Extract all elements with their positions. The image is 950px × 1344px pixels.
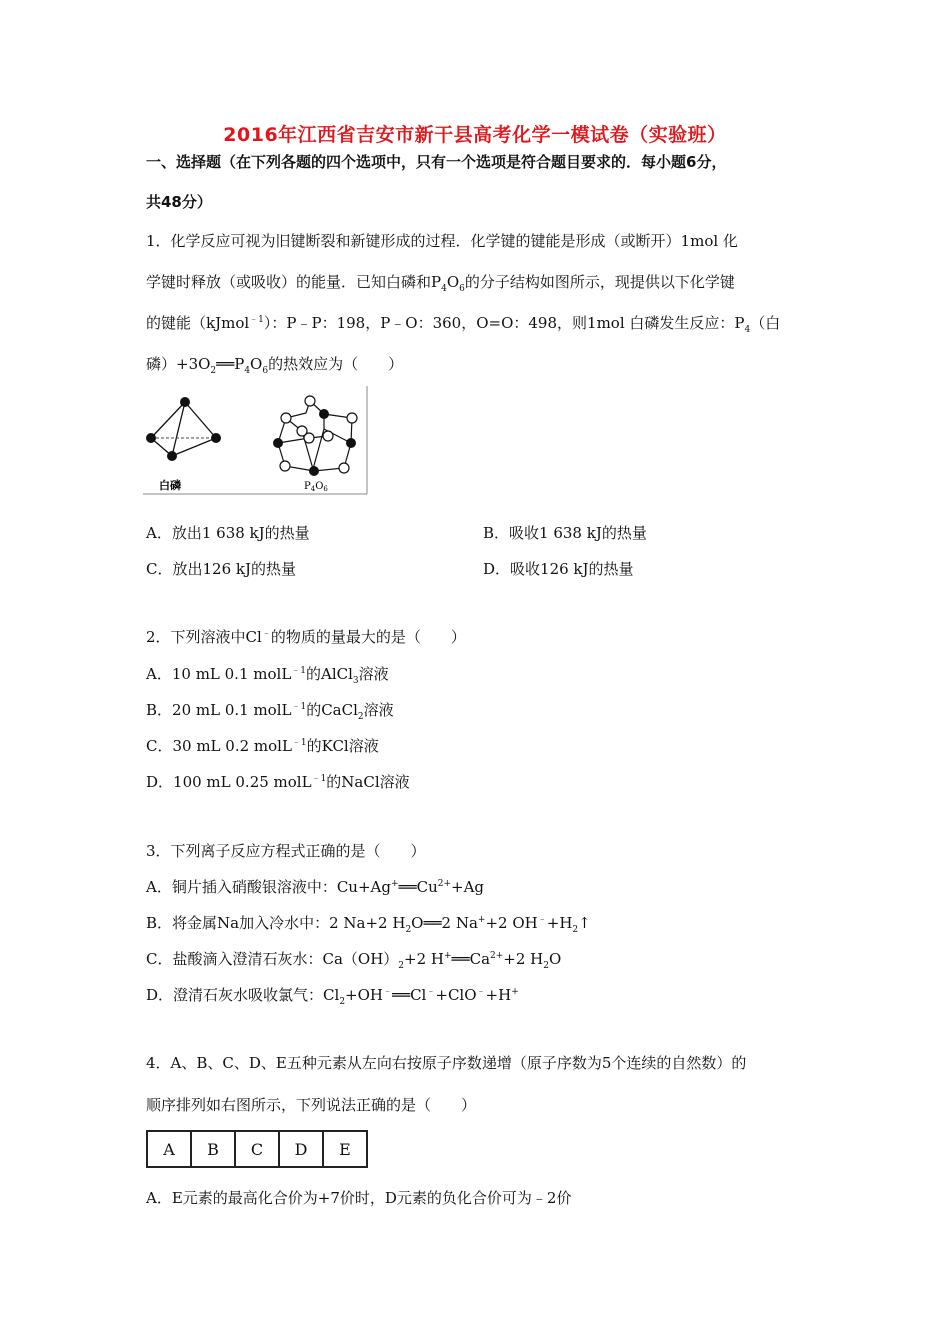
- q1-sub: 4: [744, 325, 751, 335]
- q3-sup: +: [511, 987, 519, 997]
- q2-sub: 2: [357, 712, 364, 722]
- q1-sub: 6: [262, 366, 269, 376]
- table-row: [147, 1131, 367, 1167]
- table-cell: C: [235, 1131, 279, 1167]
- q2-text: 2．下列溶液中Cl: [146, 628, 262, 646]
- p4o6-diagram: [273, 396, 357, 493]
- section-header-line2: 共48分）: [146, 193, 212, 211]
- q1-text: 磷）+3O: [146, 355, 211, 373]
- q3-text: ══Cl: [392, 986, 427, 1004]
- q2-stem: [146, 626, 466, 647]
- q2-text: B．20 mL 0.1 molL: [146, 701, 292, 719]
- q3-text: O: [549, 950, 562, 968]
- q2-option-d[interactable]: [146, 771, 410, 792]
- q4-stem-line1: 4．A、B、C、D、E五种元素从左向右按原子序数递增（原子序数为5个连续的自然数）的: [146, 1054, 747, 1072]
- q3-sup: ﹣: [426, 987, 436, 997]
- q2-text: A．10 mL 0.1 molL: [146, 665, 292, 683]
- q3-sup: 2+: [437, 879, 452, 889]
- q1-option-c[interactable]: C．放出126 kJ的热量: [146, 560, 296, 578]
- q3-text: B．将金属Na加入冷水中：2 Na+2 H: [146, 914, 406, 932]
- q3-text: ══Ca: [451, 950, 491, 968]
- q2-text: C．30 mL 0.2 molL: [146, 737, 292, 755]
- q1-text: ）：P﹣P：198，P﹣O：360，O=O：498，则1mol 白磷发生反应：P: [263, 314, 745, 332]
- q3-text: ↑: [578, 914, 591, 932]
- q1-stem-line2: [146, 271, 735, 294]
- q1-sub: 4: [244, 366, 251, 376]
- q3-stem: 3．下列离子反应方程式正确的是（ ）: [146, 842, 426, 860]
- q3-sup: +: [390, 879, 399, 889]
- q4-stem-line2: 顺序排列如右图所示，下列说法正确的是（ ）: [146, 1096, 477, 1114]
- p4o6-label: $P_4O_6$: [304, 481, 328, 493]
- q1-stem-line1: 1．化学反应可视为旧键断裂和新键形成的过程．化学键的键能是形成（或断开）1mol 化: [146, 232, 738, 250]
- molecular-structure-figure: [143, 386, 368, 496]
- page-title: 2016年江西省吉安市新干县高考化学一模试卷（实验班）: [223, 124, 727, 146]
- q3-text: D．澄清石灰水吸收氯气：Cl: [146, 986, 340, 1004]
- q1-text: 的热效应为（ ）: [268, 355, 404, 373]
- white-phosphorus-diagram: [146, 397, 221, 492]
- q2-sup: ﹣: [261, 629, 271, 639]
- table-cell: D: [279, 1131, 323, 1167]
- q2-text: 的物质的量最大的是（ ）: [270, 628, 466, 646]
- q3-option-c[interactable]: [146, 948, 561, 971]
- q2-sup: ﹣1: [311, 774, 327, 784]
- q2-sup: ﹣1: [291, 738, 307, 748]
- q3-text: +2 H: [503, 950, 544, 968]
- q2-option-b[interactable]: [146, 699, 394, 722]
- q3-text: +2 OH: [485, 914, 538, 932]
- q3-sup: +: [477, 915, 486, 925]
- q2-text: D．100 mL 0.25 molL: [146, 773, 312, 791]
- q2-text: 的KCl溶液: [306, 737, 379, 755]
- q1-sup: ﹣1: [249, 315, 264, 325]
- q3-option-b[interactable]: [146, 912, 591, 935]
- q3-text: +H: [485, 986, 512, 1004]
- q3-text: C．盐酸滴入澄清石灰水：Ca（OH）: [146, 950, 399, 968]
- q3-option-d[interactable]: [146, 984, 519, 1007]
- q2-sup: ﹣1: [291, 666, 307, 676]
- q1-stem-line3: [146, 312, 780, 335]
- q3-text: +ClO: [435, 986, 477, 1004]
- q2-text: 的AlCl: [306, 665, 353, 683]
- q3-sub: 2: [543, 961, 549, 971]
- q1-option-a[interactable]: A．放出1 638 kJ的热量: [146, 524, 310, 542]
- q3-text: +2 H: [404, 950, 444, 968]
- q3-sub: 2: [339, 997, 346, 1007]
- table-cell: B: [191, 1131, 235, 1167]
- q1-text: O: [250, 355, 263, 373]
- q1-text: （白: [750, 314, 781, 332]
- q2-text: 的CaCl: [306, 701, 358, 719]
- element-order-table: [146, 1130, 368, 1168]
- q4-option-a[interactable]: A．E元素的最高化合价为+7价时，D元素的负化合价可为﹣2价: [146, 1189, 572, 1207]
- q3-sup: 2+: [490, 951, 504, 961]
- q1-text: 的键能（kJmol: [146, 314, 250, 332]
- q3-sub: 2: [405, 925, 412, 935]
- q3-text: ══Cu: [398, 878, 438, 896]
- q2-option-c[interactable]: [146, 735, 379, 756]
- q1-text: 学键时释放（或吸收）的能量．已知白磷和P: [146, 273, 442, 291]
- q3-sub: 2: [398, 961, 405, 971]
- q1-sub: 2: [210, 366, 217, 376]
- table-cell: A: [147, 1131, 191, 1167]
- section-header-line1: 一、选择题（在下列各题的四个选项中，只有一个选项是符合题目要求的．每小题6分，: [146, 153, 727, 171]
- q3-sub: 2: [572, 925, 579, 935]
- white-phosphorus-label: 白磷: [159, 479, 181, 492]
- q1-stem-line4: [146, 353, 403, 376]
- q1-text: 的分子结构如图所示，现提供以下化学键: [464, 273, 735, 291]
- q2-text: 的NaCl溶液: [326, 773, 410, 791]
- q2-text: 溶液: [358, 665, 389, 683]
- table-cell: E: [323, 1131, 367, 1167]
- q1-option-d[interactable]: D．吸收126 kJ的热量: [483, 560, 634, 578]
- q1-sub: 6: [459, 284, 465, 294]
- q1-text: O: [446, 273, 460, 291]
- q2-sub: 3: [352, 676, 359, 686]
- q3-text: +H: [546, 914, 573, 932]
- q3-text: A．铜片插入硝酸银溶液中：Cu+Ag: [146, 878, 391, 896]
- q1-option-b[interactable]: B．吸收1 638 kJ的热量: [483, 524, 647, 542]
- q2-text: 溶液: [363, 701, 394, 719]
- q3-sup: ﹣: [476, 987, 486, 997]
- q3-sup: ﹣: [537, 915, 547, 925]
- q3-sup: +: [443, 951, 452, 961]
- q1-sub: 4: [441, 284, 447, 294]
- q2-option-a[interactable]: [146, 663, 389, 686]
- section-header: [146, 142, 806, 222]
- q3-text: +Ag: [451, 878, 485, 896]
- q3-option-a[interactable]: [146, 876, 484, 897]
- q3-text: O══2 Na: [411, 914, 478, 932]
- q1-text: ══P: [216, 355, 245, 373]
- q3-sup: ﹣: [383, 987, 393, 997]
- q2-sup: ﹣1: [291, 702, 307, 712]
- q3-text: +OH: [345, 986, 383, 1004]
